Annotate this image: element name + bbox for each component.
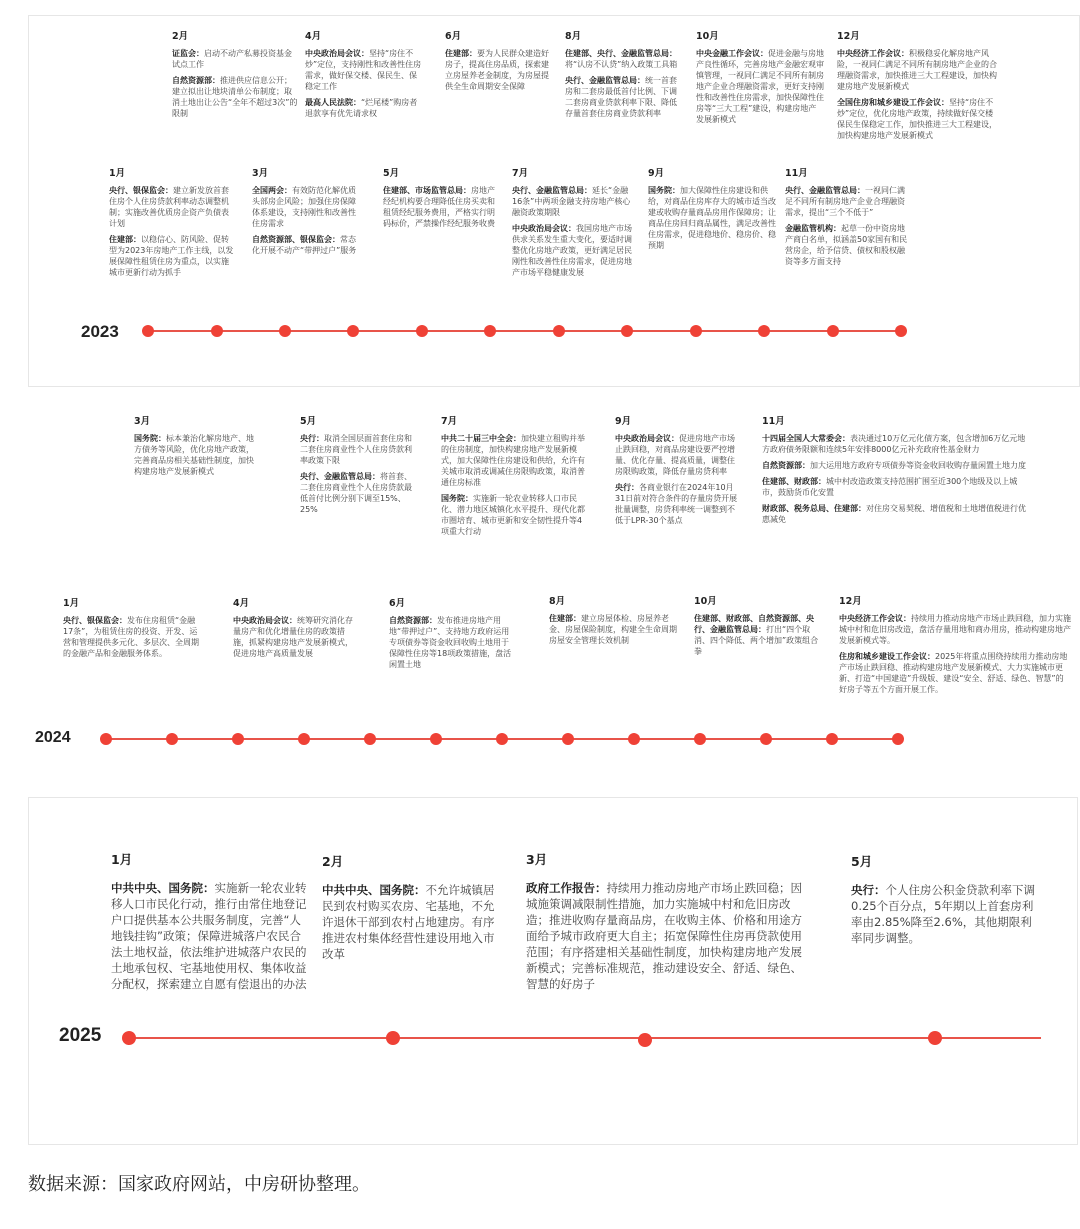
event-2024-06 — [389, 598, 515, 675]
event-2023-10 — [696, 31, 824, 130]
event-text: 以稳信心、防风险、促转型为2023年房地产工作主线，以发展保障性租赁住房为重点，以实施城市更新行动为抓手 — [109, 235, 234, 277]
event-2024-09 — [615, 416, 741, 531]
event-org: 央行、金融监管总局： — [300, 472, 380, 481]
panel-2024 — [0, 398, 1080, 780]
event-2024-07 — [441, 416, 585, 542]
event-text: 将首套、二套住房商业性个人住房贷款最低首付比例分别下调至15%、25% — [300, 472, 412, 514]
event-2023-09 — [648, 168, 776, 256]
event-text: 打出“四个取消、四个降低、两个增加”政策组合拳 — [694, 625, 819, 656]
event-text: 统筹研究消化存量房产和优化增量住房的政策措施，抓紧构建房地产发展新模式，促进房地产高质量发展 — [233, 616, 353, 658]
timeline-dot-2023-06 — [484, 325, 496, 337]
event-2024-10 — [694, 596, 822, 662]
timeline-dot-2023-11 — [827, 325, 839, 337]
event-text: 启动不动产私募投资基金试点工作 — [172, 49, 292, 69]
event-text: 持续用力推动房地产市场止跌回稳；因城施策调减限制性措施，加力实施城中村和危旧房改造；推进收购存量商品房，在收购主体、价格和用途方面给予城市政府更大自主；拓宽保障性住房再贷款使用范围；有序搭建相关基础性制度，加快构建房地产发展新模式；完善标准规范，推动建设安全、舒适、绿色、智慧的好房子 — [526, 881, 802, 991]
timeline-dot-2025-05 — [928, 1031, 942, 1045]
event-org: 住建部、财政部： — [762, 477, 826, 486]
event-month: 5月 — [383, 168, 400, 179]
event-org: 中央政治局会议： — [305, 49, 369, 58]
timeline-dot-2023-01 — [142, 325, 154, 337]
event-2023-06 — [445, 31, 555, 97]
event-text: 实施新一轮农业转移人口市民化行动，推行由常住地登记户口提供基本公共服务制度，完善“人地钱挂钩”政策；保障进城落户农民合法土地权益，依法维护进城落户农民的土地承包权、宅基地使用权、集体收益分配权，探索建立自愿有偿退出的办法 — [111, 881, 307, 991]
event-org: 全国住房和城乡建设工作会议： — [837, 98, 949, 107]
event-org: 央行、金融监管总局： — [512, 186, 592, 195]
event-org: 中央政治局会议： — [512, 224, 576, 233]
event-text: 我国房地产市场供求关系发生重大变化，要适时调整优化房地产政策，更好满足居民刚性和改善性住房需求，促进房地产市场平稳健康发展 — [512, 224, 632, 277]
event-2023-01 — [109, 168, 235, 283]
event-text: 持续用力推动房地产市场止跌回稳，加力实施城中村和危旧房改造，盘活存量用地和商办用房，推动构建房地产发展新模式等。 — [839, 614, 1071, 645]
event-month: 1月 — [63, 598, 80, 609]
year-label-2025: 2025 — [59, 1025, 102, 1046]
timeline-dot-2023-02 — [211, 325, 223, 337]
event-2023-08 — [565, 31, 680, 124]
event-org: 自然资源部： — [172, 76, 220, 85]
timeline-dot-2024-03 — [232, 733, 244, 745]
event-org: 政府工作报告： — [526, 881, 607, 895]
event-text: 房地产经纪机构要合理降低住房买卖和租赁经纪服务费用，严格实行明码标价，严禁操作经纪服务收费 — [383, 186, 495, 228]
event-org: 中共中央、国务院： — [111, 881, 215, 895]
event-2024-11 — [762, 416, 1028, 530]
event-2024-08 — [549, 596, 681, 651]
event-text: 2025年将重点围绕持续用力推动房地产市场止跌回稳、推动构建房地产发展新模式、大力实施城市更新、打造“中国建造”升级版、建设“安全、舒适、绿色、智慧”的好房子等五个方面开展工作。 — [839, 652, 1068, 694]
event-month: 9月 — [648, 168, 665, 179]
event-org: 中央金融工作会议： — [696, 49, 768, 58]
event-text: “烂尾楼”购房者退款享有优先请求权 — [305, 98, 418, 118]
event-2023-05 — [383, 168, 501, 234]
timeline-dot-2025-01 — [122, 1031, 136, 1045]
event-org: 全国两会： — [252, 186, 292, 195]
event-text: 积极稳妥化解房地产风险，一视同仁满足不同所有制房地产企业的合理融资需求，加快推进三大工程建设，加快构建房地产发展新模式 — [837, 49, 997, 91]
event-2025-03 — [526, 852, 802, 996]
event-2023-03 — [252, 168, 362, 261]
event-org: 中央政治局会议： — [615, 434, 679, 443]
event-2025-05 — [851, 854, 1035, 950]
event-month: 5月 — [851, 854, 873, 869]
timeline-dot-2024-02 — [166, 733, 178, 745]
event-org: 国务院： — [134, 434, 166, 443]
event-month: 1月 — [111, 852, 133, 867]
event-org: 自然资源部： — [762, 461, 810, 470]
timeline-dot-2024-10 — [694, 733, 706, 745]
event-text: 常态化开展不动产“带押过户”服务 — [252, 235, 357, 255]
event-text: 将“认房不认贷”纳入政策工具箱 — [565, 60, 678, 69]
event-month: 8月 — [549, 596, 566, 607]
event-month: 4月 — [233, 598, 250, 609]
timeline-dot-2023-09 — [690, 325, 702, 337]
event-2024-12 — [839, 596, 1071, 700]
event-month: 7月 — [512, 168, 529, 179]
event-text: 起草一份中资房地产商白名单，拟涵盖50家国有和民营房企，给予信贷、债权和股权融资等多方面支持 — [785, 224, 908, 266]
timeline-dot-2024-04 — [298, 733, 310, 745]
event-text: 统一首套房和二套房最低首付比例、下调二套房商业贷款利率下限、降低存量首套住房商业贷款利率 — [565, 76, 677, 118]
event-org: 住建部、财政部、自然资源部、央行、金融监管总局： — [694, 614, 814, 634]
event-org: 中共中央、国务院： — [322, 883, 426, 897]
event-org: 中央经济工作会议： — [837, 49, 909, 58]
event-text: 城中村改造政策支持范围扩围至近300个地级及以上城市，鼓励货币化安置 — [762, 477, 1018, 497]
event-org: 住建部： — [109, 235, 141, 244]
event-org: 央行、金融监管总局： — [785, 186, 865, 195]
event-text: 推进供应信息公开；建立拟出让地块清单公布制度；取消土地出让公告“全年不超过3次”的限制 — [172, 76, 298, 118]
event-text: 个人住房公积金贷款利率下调0.25个百分点，5年期以上首套房利率由2.85%降至2.6%，其他期限利率同步调整。 — [851, 883, 1035, 945]
event-org: 中央政治局会议： — [233, 616, 297, 625]
timeline-axis-2025 — [129, 1037, 1041, 1039]
panel-2025 — [28, 797, 1078, 1145]
event-org: 央行： — [851, 883, 886, 897]
event-org: 央行、银保监会： — [63, 616, 127, 625]
event-month: 11月 — [762, 416, 785, 427]
timeline-dot-2023-07 — [553, 325, 565, 337]
event-text: 延长“金融16条”中两项金融支持房地产核心融资政策期限 — [512, 186, 631, 217]
event-month: 11月 — [785, 168, 808, 179]
event-2023-11 — [785, 168, 911, 272]
event-org: 自然资源部、银保监会： — [252, 235, 340, 244]
event-month: 7月 — [441, 416, 458, 427]
event-month: 6月 — [445, 31, 462, 42]
event-org: 住建部、央行、金融监管总局： — [565, 49, 677, 58]
timeline-dot-2024-12 — [826, 733, 838, 745]
event-month: 12月 — [837, 31, 860, 42]
event-month: 3月 — [252, 168, 269, 179]
timeline-dot-2024-11 — [760, 733, 772, 745]
event-text: 要为人民群众建造好房子，提高住房品质，探索建立房屋养老金制度，为房屋提供全生命周期安全保障 — [445, 49, 549, 91]
event-org: 央行、金融监管总局： — [565, 76, 645, 85]
event-month: 10月 — [694, 596, 717, 607]
event-org: 金融监管机构： — [785, 224, 841, 233]
event-org: 国务院： — [648, 186, 680, 195]
panel-2023 — [28, 15, 1080, 387]
event-org: 财政部、税务总局、住建部： — [762, 504, 866, 513]
event-org: 住建部、市场监管总局： — [383, 186, 471, 195]
timeline-dot-2025-03 — [638, 1033, 652, 1047]
data-source-note: 数据来源：国家政府网站，中房研协整理。 — [28, 1174, 370, 1195]
event-text: 加快建立租购并举的住房制度，加快构建房地产发展新模式，加大保障性住房建设和供给，允许有关城市取消或调减住房限购政策，取消普通住房标准 — [441, 434, 585, 487]
event-text: 坚持“房住不炒”定位，支持刚性和改善性住房需求，做好保交楼、保民生、保稳定工作 — [305, 49, 422, 91]
event-text: 加大运用地方政府专项债券等资金收回收购存量闲置土地力度 — [810, 461, 1026, 470]
timeline-dot-2024-01 — [100, 733, 112, 745]
event-month: 12月 — [839, 596, 862, 607]
timeline-dot-2024-09 — [628, 733, 640, 745]
event-text: 坚持“房住不炒”定位，优化房地产政策，持续做好保交楼保民生保稳定工作，加快推进三大工程建设，加快构建房地产发展新模式 — [837, 98, 997, 140]
event-org: 国务院： — [441, 494, 473, 503]
event-2024-04 — [233, 598, 357, 664]
event-org: 十四届全国人大常委会： — [762, 434, 850, 443]
event-2024-05 — [300, 416, 412, 520]
event-2023-12 — [837, 31, 999, 146]
event-org: 自然资源部： — [389, 616, 437, 625]
event-org: 住房和城乡建设工作会议： — [839, 652, 935, 661]
event-2023-02 — [172, 31, 298, 124]
event-month: 5月 — [300, 416, 317, 427]
timeline-dot-2023-05 — [416, 325, 428, 337]
event-2023-07 — [512, 168, 636, 283]
event-text: 标本兼治化解房地产、地方债务等风险，优化房地产政策，完善商品房相关基础性制度，加快构建房地产发展新模式 — [134, 434, 254, 476]
event-2025-01 — [111, 852, 307, 996]
timeline-dot-2024-08 — [562, 733, 574, 745]
event-month: 1月 — [109, 168, 126, 179]
event-text: 建立房屋体检、房屋养老金、房屋保险制度，构建全生命周期房屋安全管理长效机制 — [549, 614, 677, 645]
event-month: 8月 — [565, 31, 582, 42]
event-org: 央行、银保监会： — [109, 186, 173, 195]
event-text: 各商业银行在2024年10月31日前对符合条件的存量房贷开展批量调整，房贷利率统一调整到不低于LPR-30个基点 — [615, 483, 738, 525]
timeline-dot-2023-12 — [895, 325, 907, 337]
event-month: 9月 — [615, 416, 632, 427]
event-month: 3月 — [134, 416, 151, 427]
timeline-dot-2023-10 — [758, 325, 770, 337]
event-text: 促进金融与房地产良性循环，完善房地产金融宏观审慎管理，一视同仁满足不同所有制房地产企业合理融资需求，更好支持刚性和改善性住房需求，加快保障性住房等“三大工程”建设，构建房地产发展新模式 — [696, 49, 824, 124]
timeline-dot-2024-end — [892, 733, 904, 745]
event-2025-02 — [322, 854, 500, 966]
timeline-dot-2023-04 — [347, 325, 359, 337]
event-text: 建立新发放首套住房个人住房贷款利率动态调整机制；实施改善优质房企资产负债表计划 — [109, 186, 229, 228]
event-text: 发布住房租赁“金融17条”，为租赁住房的投资、开发、运营和管理提供多元化、多层次、全周期的金融产品和金融服务体系。 — [63, 616, 199, 658]
event-org: 证监会： — [172, 49, 204, 58]
event-text: 表决通过10万亿元化债方案，包含增加6万亿元地方政府债务限额和连续5年安排8000亿元补充政府性基金财力 — [762, 434, 1026, 454]
event-month: 2月 — [172, 31, 189, 42]
event-text: 促进房地产市场止跌回稳，对商品房建设要严控增量、优化存量、提高质量，调整住房限购政策，降低存量房贷利率 — [615, 434, 735, 476]
event-text: 加大保障性住房建设和供给，对商品住房库存大的城市适当改建或收购存量商品房用作保障房；让商品住房回归商品属性，满足改善性住房需求，促进稳地价、稳房价、稳预期 — [648, 186, 776, 250]
event-org: 中共二十届三中全会： — [441, 434, 521, 443]
event-text: 不允许城镇居民到农村购买农房、宅基地，不允许退休干部到农村占地建房。有序推进农村集体经营性建设用地入市改革 — [322, 883, 495, 961]
timeline-dot-2025-02 — [386, 1031, 400, 1045]
timeline-dot-2023-08 — [621, 325, 633, 337]
event-month: 4月 — [305, 31, 322, 42]
year-label-2023: 2023 — [81, 322, 119, 341]
event-month: 2月 — [322, 854, 344, 869]
event-org: 中央经济工作会议： — [839, 614, 911, 623]
timeline-dot-2024-07 — [496, 733, 508, 745]
event-text: 对住房交易契税、增值税和土地增值税进行优惠减免 — [762, 504, 1026, 524]
event-text: 实施新一轮农业转移人口市民化、潜力地区城镇化水平提升、现代化都市圈培育、城市更新和安全韧性提升等4项重大行动 — [441, 494, 585, 536]
event-month: 6月 — [389, 598, 406, 609]
event-text: 有效防范化解优质头部房企风险；加强住房保障体系建设，支持刚性和改善性住房需求 — [252, 186, 356, 228]
timeline-dot-2024-05 — [364, 733, 376, 745]
event-org: 央行： — [300, 434, 324, 443]
event-org: 住建部： — [445, 49, 477, 58]
event-2023-04 — [305, 31, 423, 124]
event-text: 取消全国层面首套住房和二套住房商业性个人住房贷款利率政策下限 — [300, 434, 412, 465]
event-2024-01 — [63, 598, 199, 664]
timeline-dot-2023-03 — [279, 325, 291, 337]
event-2024-03 — [134, 416, 254, 482]
timeline-axis-2023 — [145, 330, 905, 332]
event-month: 3月 — [526, 852, 548, 867]
event-org: 最高人民法院： — [305, 98, 361, 107]
event-month: 10月 — [696, 31, 719, 42]
timeline-dot-2024-06 — [430, 733, 442, 745]
event-org: 住建部： — [549, 614, 581, 623]
event-text: 发布推进房地产用地“带押过户”、支持地方政府运用专项债券等资金收回收购土地用于保障性住房等18项政策措施，盘活闲置土地 — [389, 616, 512, 669]
year-label-2024: 2024 — [35, 729, 71, 746]
event-text: 一视同仁满足不同所有制房地产企业合理融资需求，提出“三个不低于” — [785, 186, 905, 217]
event-org: 央行： — [615, 483, 639, 492]
